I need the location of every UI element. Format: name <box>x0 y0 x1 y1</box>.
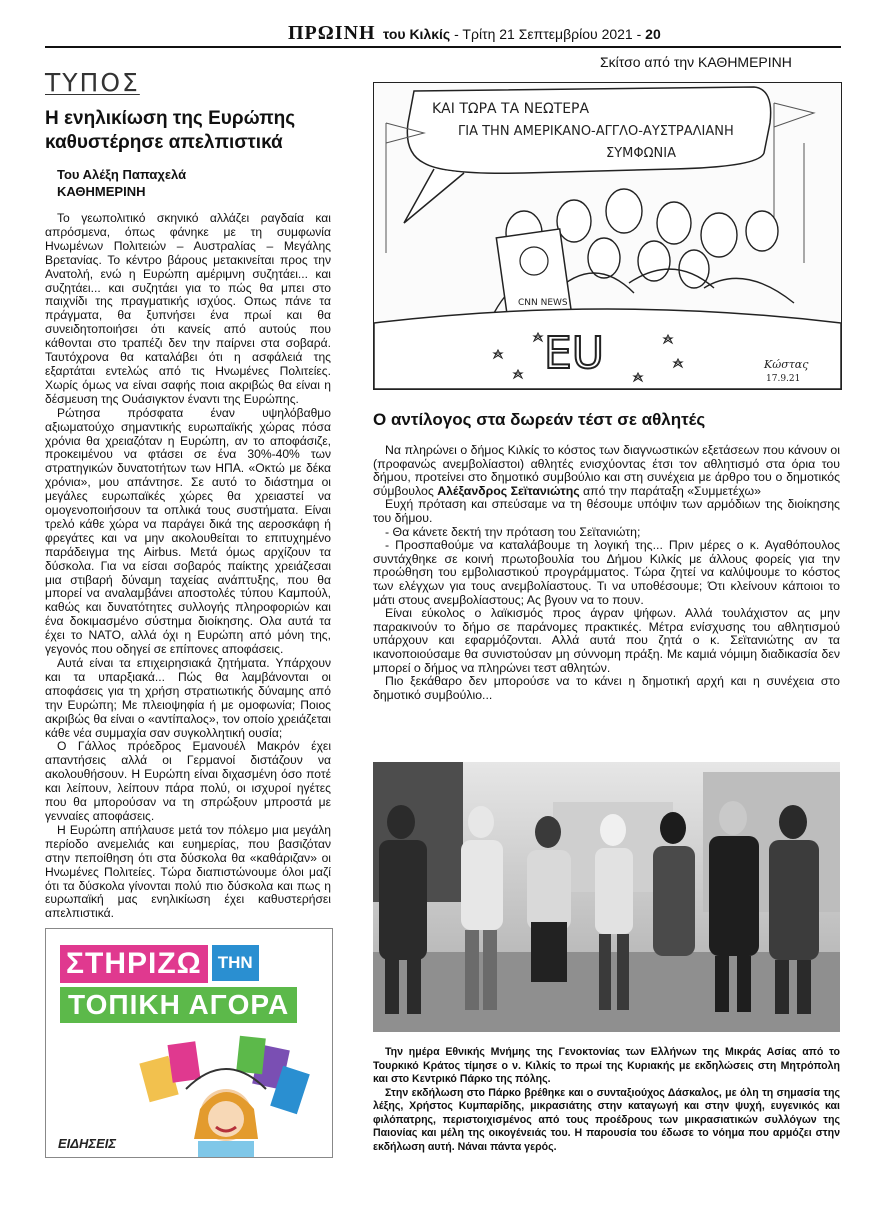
tv-label: CNN NEWS <box>518 298 568 308</box>
eu-label: EU <box>544 328 605 379</box>
article-title-right: Ο αντίλογος στα δωρεάν τέστ σε αθλητές <box>373 410 706 429</box>
article-body <box>45 212 331 921</box>
group-photo-illustration <box>373 762 840 1032</box>
cartoon-date: 17.9.21 <box>766 374 801 384</box>
paragraph: Ευχή πρόταση και σπεύσαμε να τη θέσουμε υπόψιν των αρμόδιων της διοίκησης του δήμου. <box>373 497 840 525</box>
article-body-right <box>373 444 840 702</box>
paragraph-text: Να πληρώνει ο δήμος Κιλκίς το κόστος των διαγνωστικών εξετάσεων που κάνουν οι (προφανώς ανεμβολίαστοι) αθλητές ενισχύοντας έτσι τον αθλητισμό στα όρια του δήμου, προτείνει στο δημοτικό συμβούλιο και στη συνέχεια με άρθρο του ο δημοτικός σύμβουλος <box>373 443 840 498</box>
bubble-line-1: ΚΑΙ ΤΩΡΑ ΤΑ ΝΕΩΤΕΡΑ <box>432 101 590 117</box>
cartoon-signature: Κώστας <box>764 358 809 371</box>
event-photo <box>373 762 840 1032</box>
ad-word-support: ΣΤΗΡΙΖΩ <box>60 945 208 983</box>
local-market-ad <box>45 928 333 1158</box>
page-header <box>45 22 841 48</box>
newspaper-name: ΠΡΩΙΝΗ <box>288 22 376 44</box>
paragraph: Το γεωπολιτικό σκηνικό αλλάζει ραγδαία και απρόσμενα, όπως φάνηκε με τη συμφωνία Ηνωμένων Πολιτειών – Αυστραλίας – Μεγάλης Βρετανίας. Το κέντρο βάρους μετακινείται προς την Ανατολή, ενώ η Ευρώπη αμέριμνη συζητάει... και συζητάει... και συζητάει για το πώς θα μπει στο παιχνίδι της πραγματικής ισχύος. Οπως πάνε τα πράγματα, θα ξυπνήσει ένα πρωί και θα συνειδητοποιήσει ότι κανείς από αυτούς που κάθονται στο τραπέζι δεν την παίρνει στα σοβαρά. Ταυτόχρονα θα καταλάβει ότι η ασφάλειά της εξαρτάται εντελώς από τις Ηνωμένες Πολιτείες. Χωρίς όμως να είναι σαφής ποια ακριβώς θα είναι η δέσμευση της Ουάσιγκτον έναντι της Ευρώπης. <box>45 211 331 406</box>
photo-caption <box>373 1046 840 1154</box>
shopping-girl-illustration <box>126 1029 326 1157</box>
ad-local-market: ΤΟΠΙΚΗ ΑΓΟΡΑ <box>60 987 297 1023</box>
page-number: 20 <box>645 26 661 42</box>
caption-paragraph: Την ημέρα Εθνικής Μνήμης της Γενοκτονίας των Ελλήνων της Μικράς Ασίας από το Τουρκικό Κράτος τίμησε ο ν. Κιλκίς το πρωί της Κυριακής με εκδηλώσεις στη Μητρόπολη και στο Κεντρικό Πάρκο της πόλης. <box>373 1046 840 1085</box>
article-title <box>45 107 335 155</box>
councillor-name: Αλέξανδρος Σεϊτανιώτης <box>437 483 580 498</box>
ad-word-the: ΤΗΝ <box>212 945 259 981</box>
paragraph: Ο Γάλλος πρόεδρος Εμανουέλ Μακρόν έχει απαντήσεις αλλά οι Γερμανοί διστάζουν να ακολουθήσουν. Η Ευρώπη είναι διχασμένη όσο ποτέ και λείπουν, λείπουν πάρα πολύ, οι ισχυροί ηγέτες που θα μπορούσαν να τη σπρώξουν μπροστά με γενναίες αποφάσεις. <box>45 739 331 823</box>
paragraph <box>373 444 840 498</box>
caption-paragraph: Στην εκδήλωση στο Πάρκο βρέθηκε και ο συνταξιούχος Δάσκαλος, με όλη τη σημασία της λέξης, Χρήστος Κυμπαρίδης, μικρασιάτης στην καταγωγή και στην ψυχή, ευγενικός και φιλόπατρης, περιστοιχισμένος από τους προέδρους των μικρασιατικών συλλόγων της Παιονίας και μέλη της οικογένειάς του. Η παρουσία του έδωσε το νόημα που αρμόζει στην εκδήλωση αυτή. Νάναι πάντα γερός. <box>373 1086 840 1153</box>
ad-brand: ΕΙΔΗΣΕΙΣ <box>58 1136 117 1151</box>
newspaper-suffix: του Κιλκίς <box>383 26 451 42</box>
paragraph: Ρώτησα πρόσφατα έναν υψηλόβαθμο αξιωματούχο σημαντικής ευρωπαϊκής χώρας πόσα χρόνια θα χρειαζόταν η Ευρώπη, αν το αποφάσιζε, προκειμένου να φτάσει σε ένα 30%-40% των στρατηγικών δυνατοτήτων των ΗΠΑ. «Οκτώ με δέκα χρόνια», μου απάντησε. Σε αυτό το διάστημα οι μεγάλες ευρωπαϊκές χώρες θα χρειαστεί να ομογενοποιήσουν τα οπλικά τους συστήματα. Είναι τρελό κάθε χώρα να παράγει δικά της αεροσκάφη ή φρεγάτες και να μην ακολουθείται το επιτυχημένο παράδειγμα της Airbus. Μετά όμως αρχίζουν τα δύσκολα. Για να είσαι σοβαρός παίκτης χρειάζεσαι μια στιβαρή δύναμη ταχείας ανάπτυξης, που θα μπορεί να αναλαμβάνει αποστολές τύπου Καμπούλ, καθώς και δυνατότητες συλλογής πληροφοριών και ένα δοκιμασμένο σύστημα διοίκησης. Ολα αυτά τα έχει το ΝΑΤΟ, αλλά όχι η Ευρώπη από μόνη της, γεγονός που οδηγεί σε επίπονες αποφάσεις. <box>45 405 331 657</box>
header-info <box>383 26 661 42</box>
author-name: Του Αλέξη Παπαχελά <box>57 167 187 182</box>
section-label: ΤΥΠΟΣ <box>45 68 140 97</box>
cartoon-drawing <box>374 83 841 389</box>
byline <box>57 166 186 200</box>
paragraph: - Προσπαθούμε να καταλάβουμε τη λογική της... Πριν μέρες ο κ. Αγαθόπουλος συντάχθηκε σε κοινή πρωτοβουλία του Δήμου Κιλκίς με άλλους φορείς για την προώθηση του εμβολιαστικού προγράμματος. Τώρα ζητεί να καλύψουμε το κόστος των ελέγχων για τους ανεμβολίαστους. Τι να υποθέσουμε; Ότι κλείνουν κάποιοι το μάτι στους ανεμβολίαστους; Ας βγουν να το πουν. <box>373 538 840 607</box>
paragraph: Είναι εύκολος ο λαϊκισμός προς άγραν ψήφων. Αλλά τουλάχιστον ας μην παρακινούν το δήμο σε παράνομες πρακτικές. Μέτρα ενίσχυσης του αθλητισμού υπάρχουν και εφαρμόζονται. Αλλά αυτά που ζητά ο κ. Σεϊτανιώτης αν τα ικανοποιούσαμε θα συνιστούσαν μη σύννομη πράξη. Με καμιά νόμιμη διαδικασία δεν μπορεί ο δήμος να πληρώνει τεστ αθλητών. <box>373 606 840 675</box>
issue-date: Τρίτη 21 Σεπτεμβρίου 2021 <box>462 26 633 42</box>
cartoon-credit: Σκίτσο από την ΚΑΘΗΜΕΡΙΝΗ <box>600 54 792 70</box>
bubble-line-3: ΣΥΜΦΩΝΙΑ <box>606 146 676 161</box>
cartoon <box>373 82 842 390</box>
paragraph: Η Ευρώπη απήλαυσε μετά τον πόλεμο μια μεγάλη περίοδο ανεμελιάς και ευημερίας, που βασιζόταν στην πεποίθηση ότι στα δύσκολα θα «καθάριζαν» οι Ηνωμένες Πολιτείες. Τώρα διαπιστώνουμε όλοι μαζί ότι τα δύσκολα γίνονται πολύ πιο δύσκολα και πως η ευρωπαϊκή μας ενηλικίωση έχει καθυστερήσει απελπιστικά. <box>45 822 331 921</box>
header-separator-2: - <box>636 26 642 42</box>
paragraph-text: από την παράταξη «Συμμετέχω» <box>583 483 761 498</box>
paragraph: Αυτά είναι τα επιχειρησιακά ζητήματα. Υπάρχουν και τα υπαρξιακά... Πώς θα λαμβάνονται οι αποφάσεις για τη χρήση στρατιωτικής δύναμης από την Ευρώπη; Με πλειοψηφία ή με ομοφωνία; Ποιος ακριβώς θα είναι ο «αντίπαλος», τον οποίο χρειάζεται κάθε νέα συμμαχία σαν συγκολλητική ουσία; <box>45 656 331 740</box>
bubble-line-2: ΓΙΑ ΤΗΝ ΑΜΕΡΙΚΑΝΟ-ΑΓΓΛΟ-ΑΥΣΤΡΑΛΙΑΝΗ <box>458 124 734 139</box>
title-line-1: Η ενηλικίωση της Ευρώπης <box>45 108 296 129</box>
paragraph: - Θα κάνετε δεκτή την πρόταση του Σεϊτανιώτη; <box>385 524 641 539</box>
paragraph: Πιο ξεκάθαρο δεν μπορούσε να το κάνει η δημοτική αρχή και η συνέχεια στο δημοτικό συμβούλιο... <box>373 674 840 702</box>
header-separator: - <box>454 26 459 42</box>
author-source: ΚΑΘΗΜΕΡΙΝΗ <box>57 184 146 199</box>
title-line-2: καθυστέρησε απελπιστικά <box>45 132 283 153</box>
